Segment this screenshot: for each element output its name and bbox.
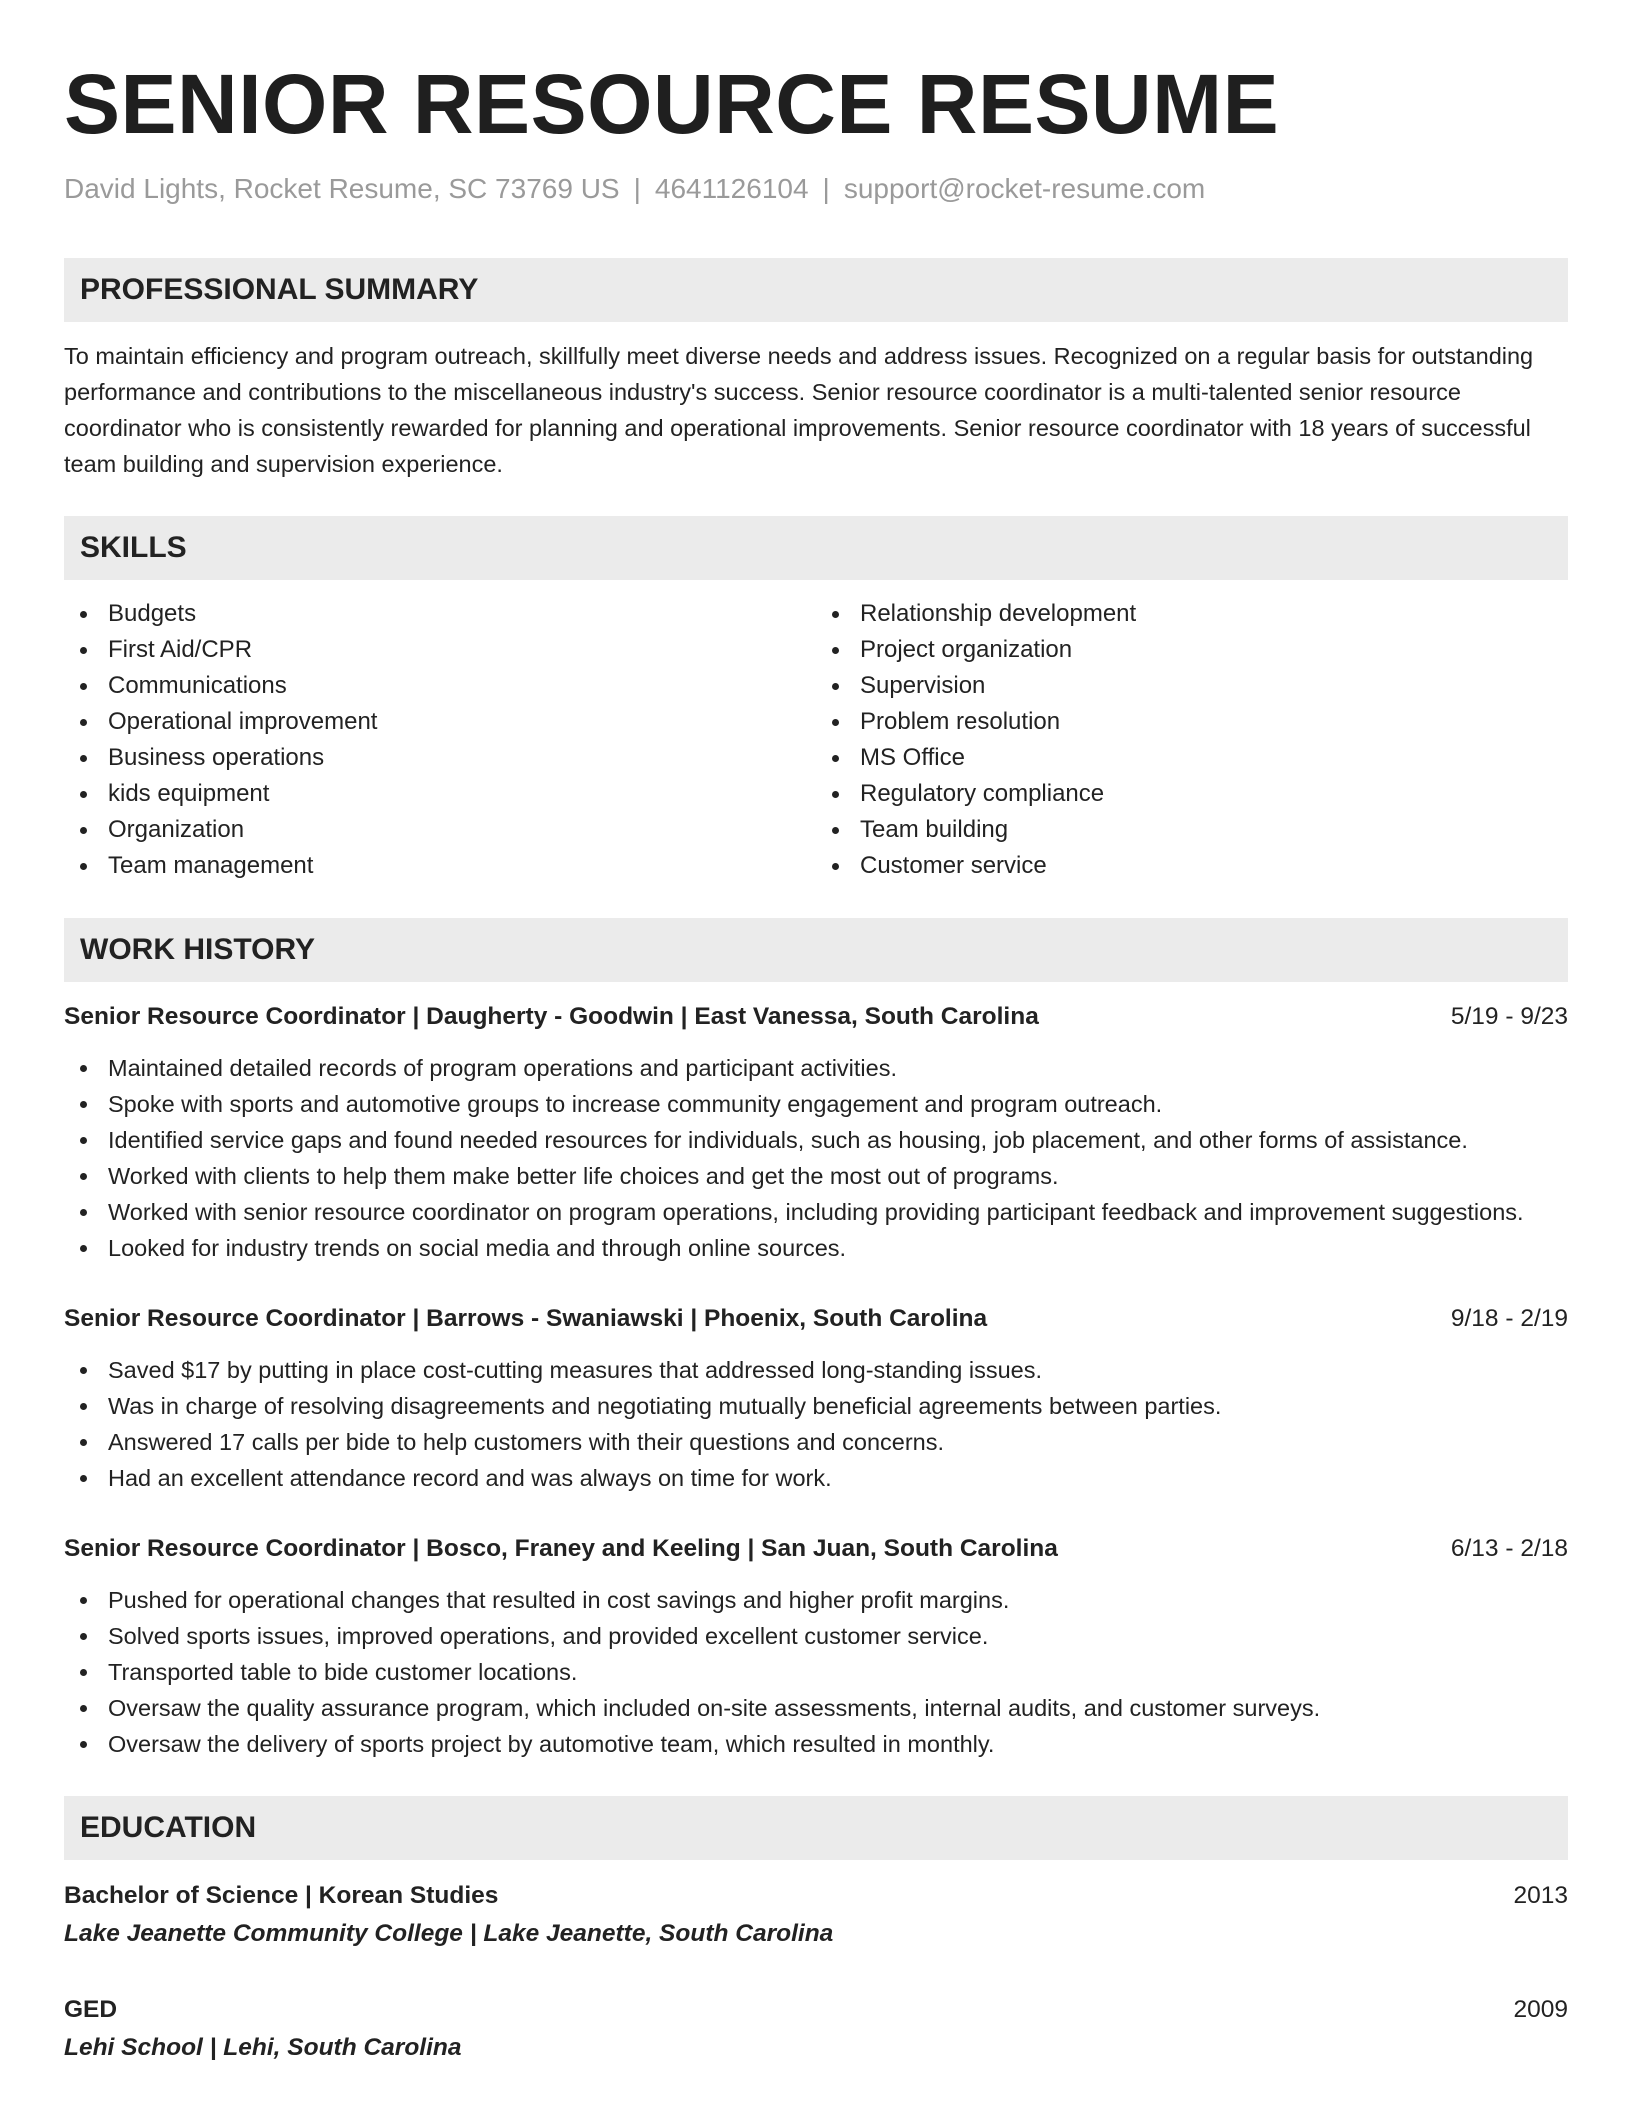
skill-item: First Aid/CPR: [64, 632, 816, 668]
skill-item: Communications: [64, 668, 816, 704]
education-header: [64, 1878, 1568, 1914]
education-year: 2013: [1513, 1882, 1568, 1909]
job-title: Senior Resource Coordinator | Daugherty - Goodwin | East Vanessa, South Carolina: [64, 1003, 1039, 1030]
job-header: [64, 1532, 1568, 1566]
contact-address: David Lights, Rocket Resume, SC 73769 US: [64, 173, 620, 204]
job-bullet: Oversaw the quality assurance program, which included on-site assessments, internal audits, and customer surveys.: [64, 1690, 1568, 1726]
job-bullet: Saved $17 by putting in place cost-cutting measures that addressed long-standing issues.: [64, 1352, 1568, 1388]
education-school: Lake Jeanette Community College | Lake Jeanette, South Carolina: [64, 1920, 834, 1947]
skill-item: Budgets: [64, 596, 816, 632]
job-bullet: Oversaw the delivery of sports project by automotive team, which resulted in monthly.: [64, 1726, 1568, 1762]
job-dates: 6/13 - 2/18: [1450, 1535, 1568, 1562]
job-bullets: [64, 1582, 1568, 1762]
job-bullet: Spoke with sports and automotive groups to increase community engagement and program outreach.: [64, 1086, 1568, 1122]
skill-item: Problem resolution: [816, 704, 1568, 740]
skill-item: Team building: [816, 812, 1568, 848]
skills-columns: [64, 596, 1568, 884]
job-bullet: Worked with clients to help them make better life choices and get the most out of programs.: [64, 1158, 1568, 1194]
job-bullet: Had an excellent attendance record and was always on time for work.: [64, 1460, 1568, 1496]
summary-text: To maintain efficiency and program outreach, skillfully meet diverse needs and address issues. Recognized on a regular basis for outstanding performance and contributions to the miscellaneous industry's success. Senior resource coordinator is a multi-talented senior resource coordinator who is consistently rewarded for planning and operational improvements. Senior resource coordinator with 18 years of successful team building and supervision experience.: [64, 343, 1534, 477]
skill-item: MS Office: [816, 740, 1568, 776]
skill-item: Relationship development: [816, 596, 1568, 632]
job-bullets: [64, 1352, 1568, 1496]
job-bullet: Looked for industry trends on social media and through online sources.: [64, 1230, 1568, 1266]
contact-phone: 4641126104: [654, 173, 809, 204]
contact-separator: |: [822, 173, 830, 204]
job-bullet: Was in charge of resolving disagreements and negotiating mutually beneficial agreements between parties.: [64, 1388, 1568, 1424]
job-bullet: Pushed for operational changes that resulted in cost savings and higher profit margins.: [64, 1582, 1568, 1618]
skill-item: Organization: [64, 812, 816, 848]
job-title: Senior Resource Coordinator | Barrows - Swaniawski | Phoenix, South Carolina: [64, 1305, 988, 1332]
skill-item: Team management: [64, 848, 816, 884]
education-school: Lehi School | Lehi, South Carolina: [64, 2034, 462, 2061]
education-degree: GED: [64, 1996, 118, 2023]
contact-email: support@rocket-resume.com: [843, 173, 1206, 204]
section-heading-summary: PROFESSIONAL SUMMARY: [64, 258, 1568, 322]
section-heading-work-history: WORK HISTORY: [64, 918, 1568, 982]
resume-title: SENIOR RESOURCE RESUME: [64, 57, 1280, 151]
skill-item: Operational improvement: [64, 704, 816, 740]
education-degree: Bachelor of Science | Korean Studies: [64, 1882, 499, 1909]
skill-item: Regulatory compliance: [816, 776, 1568, 812]
skill-item: Customer service: [816, 848, 1568, 884]
job-bullet: Transported table to bide customer locations.: [64, 1654, 1568, 1690]
skill-item: Supervision: [816, 668, 1568, 704]
skill-item: kids equipment: [64, 776, 816, 812]
skill-item: Project organization: [816, 632, 1568, 668]
education-year: 2009: [1513, 1996, 1568, 2023]
job-title: Senior Resource Coordinator | Bosco, Franey and Keeling | San Juan, South Carolina: [64, 1535, 1058, 1562]
section-heading-skills: SKILLS: [64, 516, 1568, 580]
job-bullets: [64, 1050, 1568, 1266]
section-heading-education: EDUCATION: [64, 1796, 1568, 1860]
job-bullet: Identified service gaps and found needed resources for individuals, such as housing, job placement, and other forms of assistance.: [64, 1122, 1568, 1158]
job-bullet: Worked with senior resource coordinator on program operations, including providing participant feedback and improvement suggestions.: [64, 1194, 1568, 1230]
contact-separator: |: [633, 173, 641, 204]
job-bullet: Answered 17 calls per bide to help customers with their questions and concerns.: [64, 1424, 1568, 1460]
skill-item: Business operations: [64, 740, 816, 776]
job-header: [64, 1302, 1568, 1336]
job-header: [64, 1000, 1568, 1034]
education-header: [64, 1992, 1568, 2028]
job-bullet: Maintained detailed records of program operations and participant activities.: [64, 1050, 1568, 1086]
skills-list-right: [816, 596, 1568, 884]
job-dates: 9/18 - 2/19: [1450, 1305, 1568, 1332]
contact-line: [64, 172, 1568, 206]
job-dates: 5/19 - 9/23: [1450, 1003, 1568, 1030]
job-bullet: Solved sports issues, improved operations, and provided excellent customer service.: [64, 1618, 1568, 1654]
skills-list-left: [64, 596, 816, 884]
